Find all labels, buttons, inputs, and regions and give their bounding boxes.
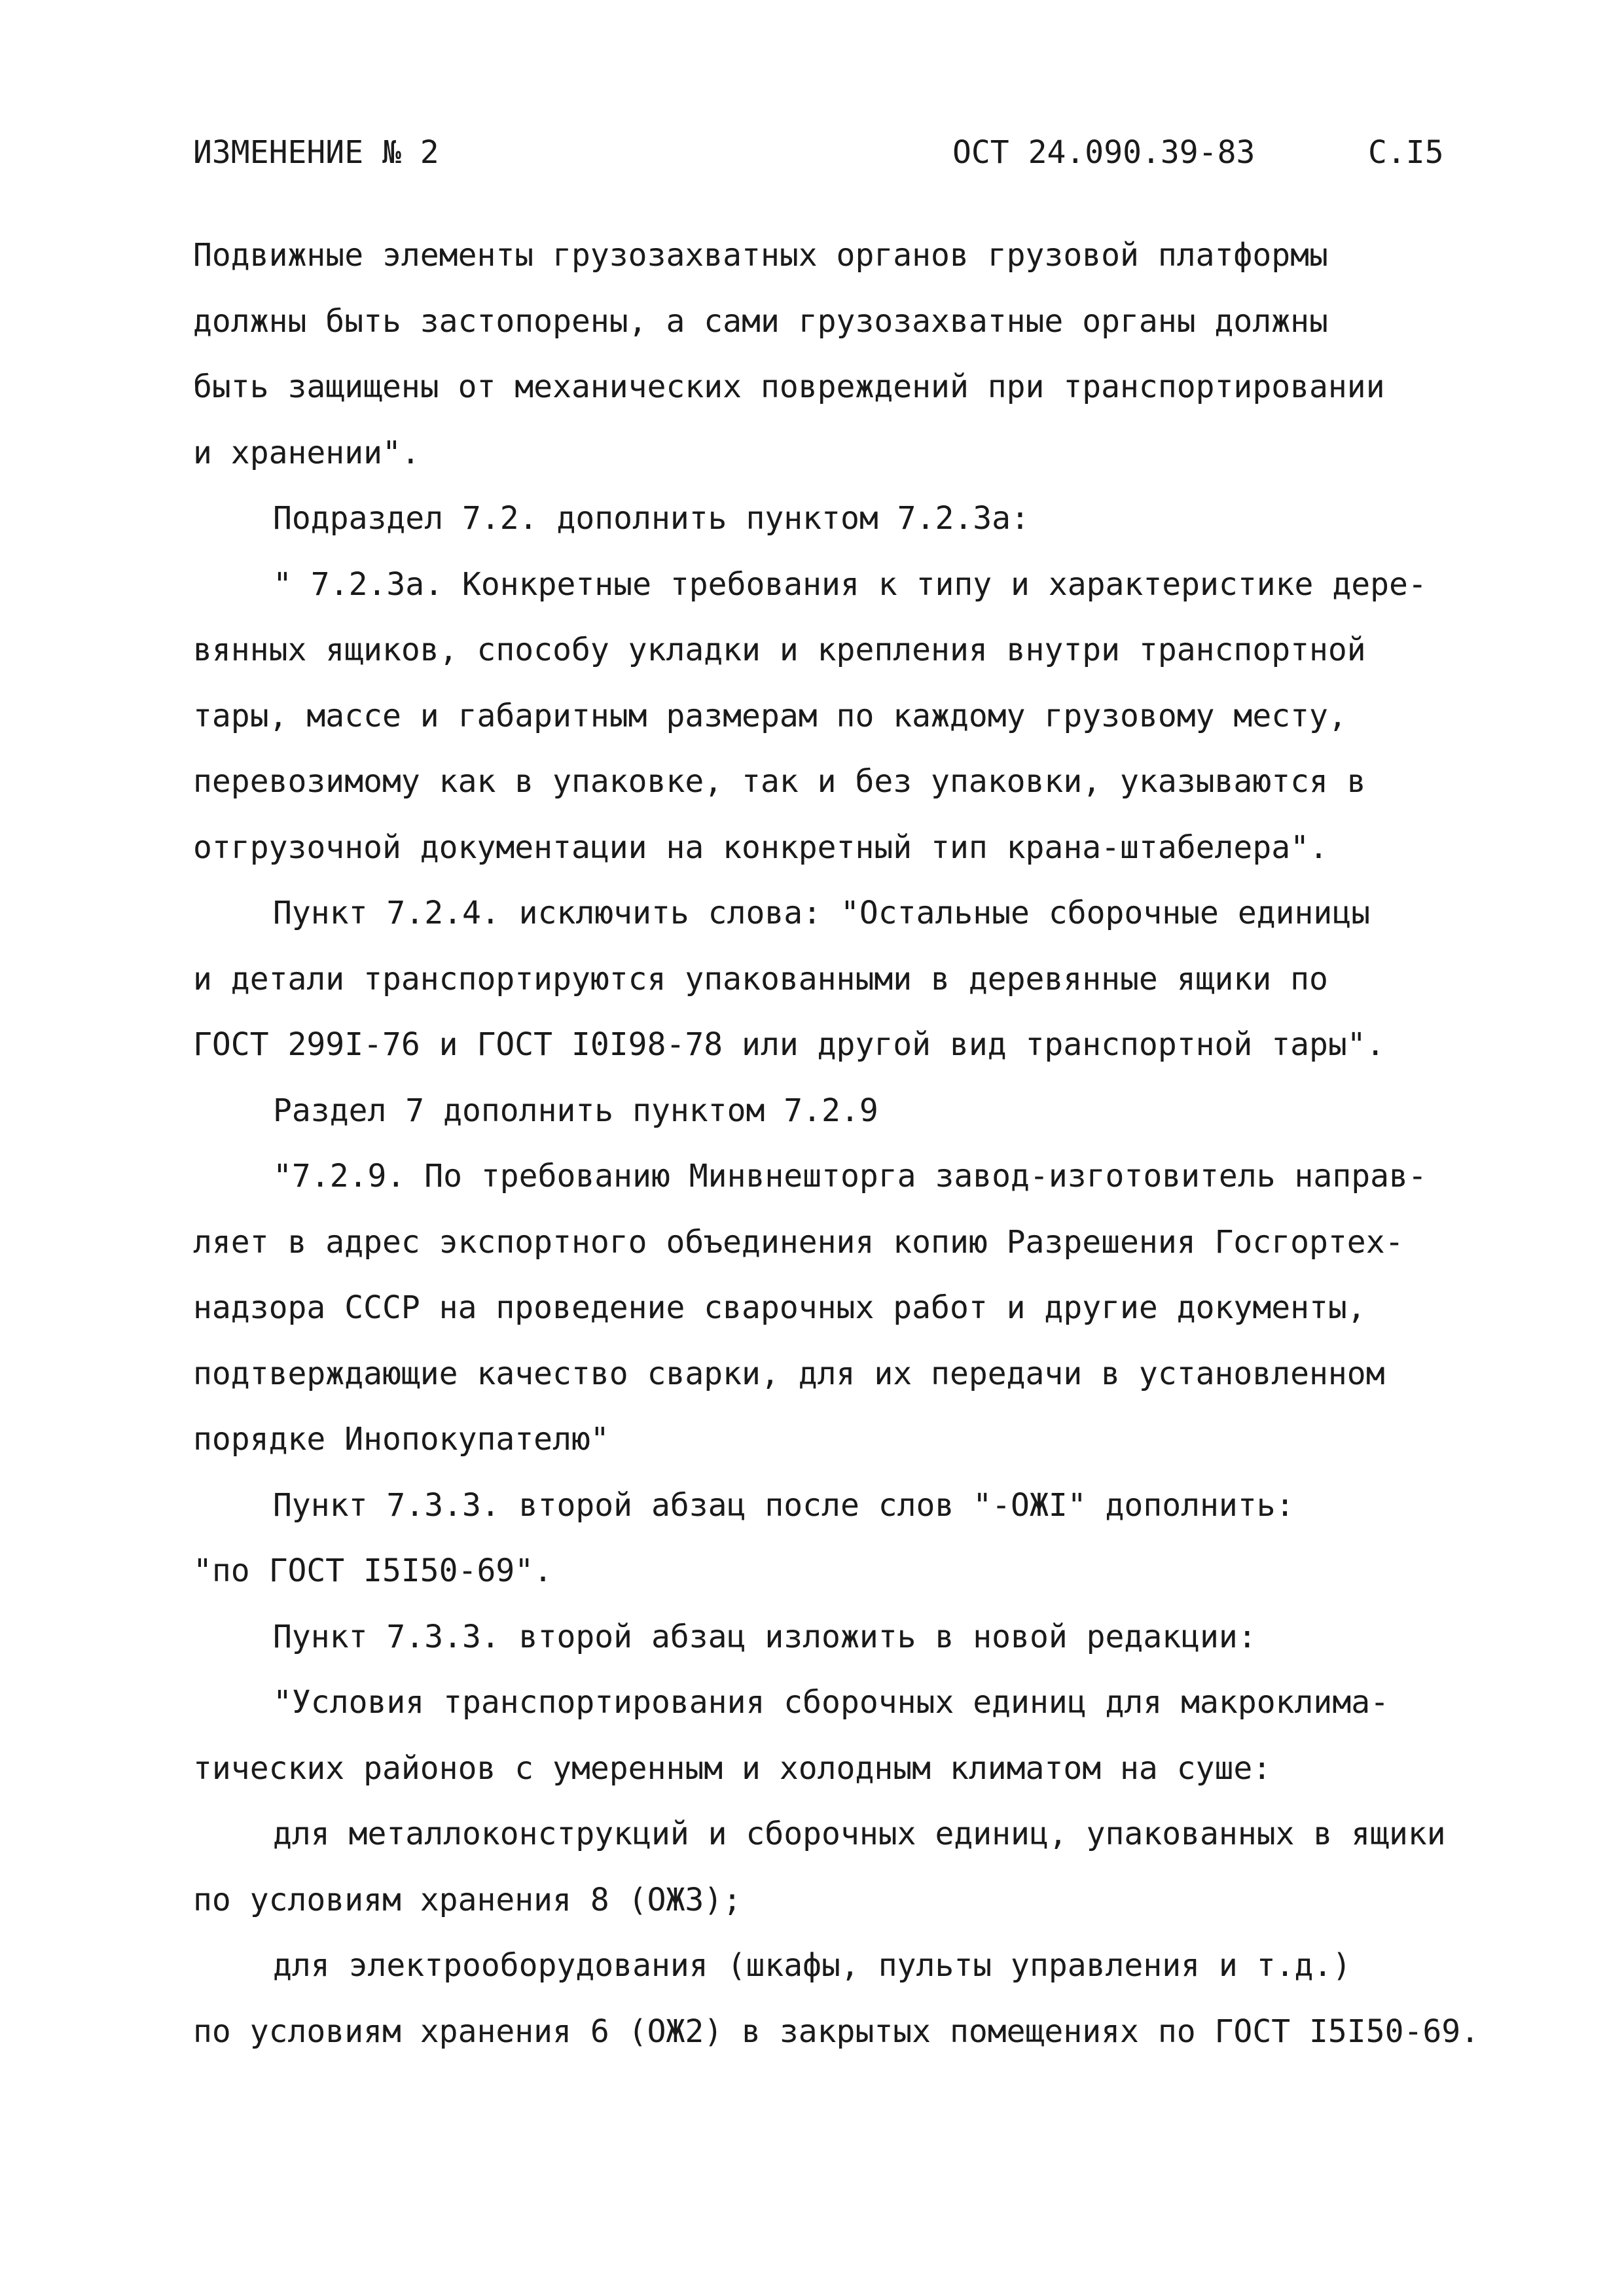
- text-line: Раздел 7 дополнить пунктом 7.2.9: [273, 1092, 878, 1129]
- text-line: "Условия транспортирования сборочных единиц для макроклима-: [273, 1684, 1390, 1721]
- text-line: Подвижные элементы грузозахватных органов грузовой платформы: [193, 237, 1328, 274]
- text-line: по условиям хранения 6 (ОЖ2) в закрытых помещениях по ГОСТ I5I50-69.: [193, 2013, 1480, 2050]
- text-line: подтверждающие качество сварки, для их передачи в установленном: [193, 1355, 1385, 1392]
- text-line: для электрооборудования (шкафы, пульты управления и т.д.): [273, 1947, 1352, 1984]
- text-line: быть защищены от механических повреждений при транспортировании: [193, 368, 1385, 405]
- text-line: " 7.2.3а. Конкретные требования к типу и характеристике дере-: [273, 565, 1427, 603]
- text-line: должны быть застопорены, а сами грузозахватные органы должны: [193, 302, 1328, 340]
- text-line: "по ГОСТ I5I50-69".: [193, 1552, 553, 1589]
- text-line: и хранении".: [193, 434, 420, 471]
- text-line: порядке Инопокупателю": [193, 1421, 609, 1458]
- text-line: "7.2.9. По требованию Минвнешторга завод-изготовитель направ-: [273, 1158, 1427, 1194]
- standard-code: ОСТ 24.090.39-83: [952, 134, 1255, 171]
- page-header: [193, 134, 1470, 187]
- text-line: по условиям хранения 8 (ОЖ3);: [193, 1881, 742, 1918]
- text-line: надзора СССР на проведение сварочных работ и другие документы,: [193, 1289, 1366, 1326]
- change-label: ИЗМЕНЕНИЕ № 2: [193, 134, 439, 171]
- text-line: отгрузочной документации на конкретный тип крана-штабелера".: [193, 829, 1328, 866]
- text-line: перевозимому как в упаковке, так и без упаковки, указываются в: [193, 763, 1366, 800]
- text-line: ляет в адрес экспортного объединения копию Разрешения Госгортех-: [193, 1223, 1404, 1261]
- text-line: Пункт 7.2.4. исключить слова: "Остальные сборочные единицы: [273, 895, 1371, 931]
- text-line: Пункт 7.3.3. второй абзац изложить в новой редакции:: [273, 1618, 1257, 1655]
- text-line: тических районов с умеренным и холодным климатом на суше:: [193, 1749, 1272, 1787]
- text-line: вянных ящиков, способу укладки и крепления внутри транспортной: [193, 632, 1366, 668]
- text-line: ГОСТ 299I-76 и ГОСТ I0I98-78 или другой вид транспортной тары".: [193, 1026, 1385, 1063]
- document-body: [193, 223, 1568, 2064]
- text-line: Пункт 7.3.3. второй абзац после слов "-ОЖI" дополнить:: [273, 1486, 1295, 1524]
- page-number: С.I5: [1368, 134, 1444, 171]
- text-line: и детали транспортируются упакованными в деревянные ящики по: [193, 960, 1328, 997]
- text-line: Подраздел 7.2. дополнить пунктом 7.2.3а:: [273, 500, 1030, 537]
- text-line: тары, массе и габаритным размерам по каждому грузовому месту,: [193, 697, 1347, 734]
- text-line: для металлоконструкций и сборочных единиц, упакованных в ящики: [273, 1816, 1446, 1852]
